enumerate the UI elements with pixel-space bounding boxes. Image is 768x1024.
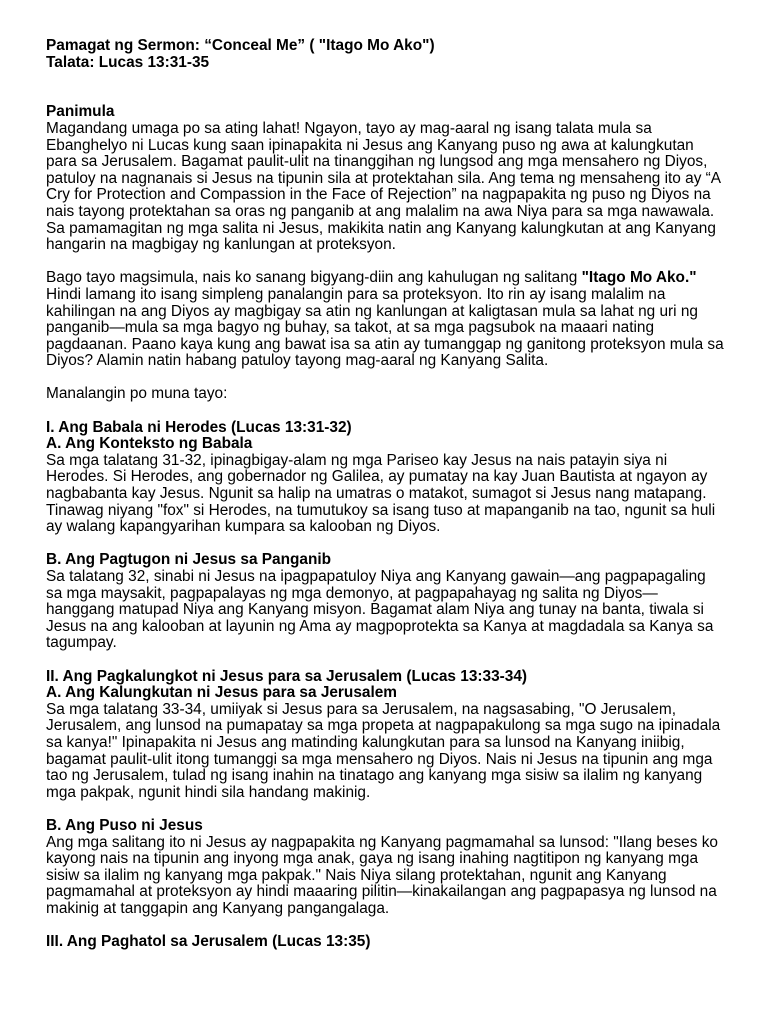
spacer	[46, 652, 726, 669]
spacer	[46, 917, 726, 934]
spacer	[46, 801, 726, 818]
intro-heading: Panimula	[46, 103, 115, 121]
section-3-heading: III. Ang Paghatol sa Jerusalem (Lucas 13:35)	[46, 933, 371, 951]
sermon-title: Pamagat ng Sermon: “Conceal Me” ( "Itago Mo Ako")	[46, 37, 435, 54]
prayer-line: Manalangin po muna tayo:	[46, 385, 228, 403]
spacer	[46, 71, 726, 104]
document-page	[46, 38, 726, 951]
spacer	[46, 536, 726, 553]
intro-paragraph-2-end: Hindi lamang ito isang simpleng panalangin para sa proteksyon. Ito rin ay isang malalim na kahilingan na ang Diyos ay magbigay sa atin ng kanlungan at kaligtasan mula sa lahat ng uri ng panganib—mula sa mga bagyo ng buhay, sa takot, at sa mga pagsubok na maaari nating pagdaanan. Paano kaya kung ang bawat isa sa atin ay tumanggap ng ganitong proteksyon mula sa Diyos? Alamin natin habang patuloy tayong mag-aaral ng Kanyang Salita.	[46, 285, 724, 370]
spacer	[46, 254, 726, 271]
intro-paragraph-1: Magandang umaga po sa ating lahat! Ngayon, tayo ay mag-aaral ng isang talata mula sa Ebanghelyo ni Lucas kung saan ipinapakita ni Jesus ang Kanyang puso ng awa at kalungkutan para sa Jerusalem. Bagamat paulit-ulit na tinanggihan ng lungsod ang mga mensahero ng Diyos, patuloy na nagnanais si Jesus na tipunin sila at protektahan sila. Ang tema ng mensaheng ito ay “A Cry for Protection and Compassion in the Face of Rejection” na nagpapakita ng puso ng Diyos na nais tayong protektahan sa oras ng panganib at ang malalim na awa Niya para sa mga nawawala. Sa pamamagitan ng mga salita ni Jesus, makikita natin ang Kanyang kalungkutan at ang Kanyang hangarin na magbigay ng kanlungan at proteksyon.	[46, 119, 721, 254]
intro-paragraph-2	[46, 270, 726, 370]
section-2b-heading: B. Ang Puso ni Jesus	[46, 816, 203, 834]
section-2a-text: Sa mga talatang 33-34, umiiyak si Jesus para sa Jerusalem, na nagsasabing, "O Jerusalem, Jerusalem, ang lunsod na pumapatay sa mga propeta at nagpapakulong sa mga sugo na ipinadala sa kanya!" Ipinapakita ni Jesus ang matinding kalungkutan para sa lunsod na Kanyang iniibig, bagamat paulit-ulit itong tumanggi sa mga mensahero ng Diyos. Nais ni Jesus na tipunin ang mga tao ng Jerusalem, tulad ng isang inahin na tinatago ang kanyang mga sisiw sa ilalim ng kanyang mga pakpak, ngunit hindi sila handang makinig.	[46, 700, 721, 801]
intro-paragraph-2-start: Bago tayo magsimula, nais ko sanang bigyang-diin ang kahulugan ng salitang	[46, 269, 582, 287]
section-2b-text: Ang mga salitang ito ni Jesus ay nagpapakita ng Kanyang pagmamahal sa lunsod: "Ilang beses ko kayong nais na tipunin ang inyong mga anak, gaya ng isang inahing nagtitipon ng kanyang mga sisiw sa ilalim ng kanyang mga pakpak." Nais Niya silang protektahan, ngunit ang Kanyang pagmamahal at proteksyon ay hindi maaaring pilitin—kinakailangan ang pagpapasya ng lunsod na makinig at tanggapin ang Kanyang pangangalaga.	[46, 833, 718, 917]
section-2-heading: II. Ang Pagkalungkot ni Jesus para sa Jerusalem (Lucas 13:33-34)	[46, 667, 528, 685]
section-1a-heading: A. Ang Konteksto ng Babala	[46, 435, 253, 453]
section-1b-text: Sa talatang 32, sinabi ni Jesus na ipagpapatuloy Niya ang Kanyang gawain—ang pagpapagaling sa mga maysakit, pagpapalayas ng mga demonyo, at pagpapahayag ng salita ng Diyos—hanggang matupad Niya ang Kanyang misyon. Bagamat alam Niya ang tunay na banta, tiwala si Jesus na ang kalooban at layunin ng Ama ay magpoprotekta sa Kanya at magdadala sa Kanya sa tagumpay.	[46, 568, 714, 652]
spacer	[46, 370, 726, 387]
scripture-reference: Talata: Lucas 13:31-35	[46, 53, 210, 71]
section-2a-heading: A. Ang Kalungkutan ni Jesus para sa Jerusalem	[46, 684, 397, 702]
section-1-heading: I. Ang Babala ni Herodes (Lucas 13:31-32)	[46, 418, 352, 436]
section-1b-heading: B. Ang Pagtugon ni Jesus sa Panganib	[46, 551, 332, 569]
spacer	[46, 403, 726, 420]
intro-paragraph-2-emphasis: "Itago Mo Ako."	[581, 269, 697, 287]
section-1a-text: Sa mga talatang 31-32, ipinagbigay-alam ng mga Pariseo kay Jesus na nais patayin siya ni Herodes. Si Herodes, ang gobernador ng Galilea, ay pumatay na kay Juan Bautista at ngayon ay nagbabanta kay Jesus. Ngunit sa halip na umatras o matakot, sumagot si Jesus nang matapang. Tinawag niyang "fox" si Herodes, na tumutukoy sa isang tuso at mapanganib na tao, ngunit sa huli ay walang kapangyarihan kumpara sa kalooban ng Diyos.	[46, 451, 716, 536]
